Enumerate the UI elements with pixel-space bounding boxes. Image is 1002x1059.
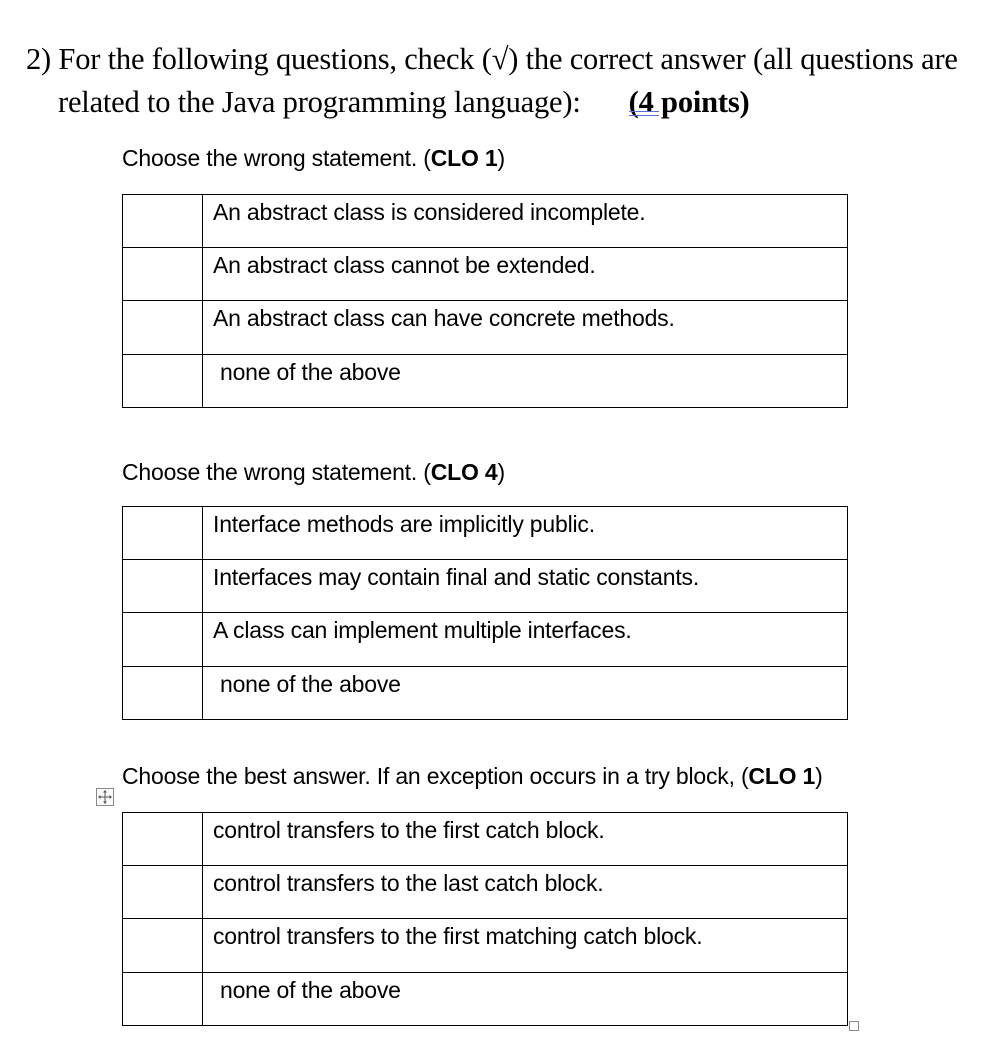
question-3-clo: CLO 1	[748, 763, 816, 789]
question-3-choices-table	[122, 812, 848, 1026]
answer-checkbox-cell[interactable]	[123, 973, 203, 1026]
question-3-close: )	[815, 763, 823, 789]
resize-square-icon[interactable]	[849, 1021, 859, 1031]
table-row	[123, 355, 848, 408]
option-text: control transfers to the last catch block.	[203, 866, 848, 919]
heading-line-1: 2) For the following questions, check (√) the correct answer (all questions are	[26, 42, 958, 76]
table-row	[123, 301, 848, 355]
question-3-prompt	[122, 761, 823, 791]
table-row	[123, 507, 848, 560]
answer-checkbox-cell[interactable]	[123, 919, 203, 973]
option-text: An abstract class can have concrete methods.	[203, 301, 848, 355]
table-row	[123, 866, 848, 919]
option-text: A class can implement multiple interfaces.	[203, 613, 848, 667]
table-row	[123, 919, 848, 973]
answer-checkbox-cell[interactable]	[123, 813, 203, 866]
option-text: Interface methods are implicitly public.	[203, 507, 848, 560]
question-2-choices-table	[122, 506, 848, 720]
question-1-text: Choose the wrong statement. (	[122, 145, 431, 171]
option-text: Interfaces may contain final and static constants.	[203, 560, 848, 613]
question-2-prompt	[122, 457, 505, 487]
answer-checkbox-cell[interactable]	[123, 866, 203, 919]
question-2-text: Choose the wrong statement. (	[122, 459, 431, 485]
option-text: control transfers to the first catch block.	[203, 813, 848, 866]
table-row	[123, 973, 848, 1026]
option-text: none of the above	[203, 973, 848, 1026]
answer-checkbox-cell[interactable]	[123, 195, 203, 248]
option-text: none of the above	[203, 355, 848, 408]
heading-line-2-text: related to the Java programming language):	[58, 85, 581, 119]
answer-checkbox-cell[interactable]	[123, 355, 203, 408]
question-1-choices-table	[122, 194, 848, 408]
option-text: An abstract class is considered incomplete.	[203, 195, 848, 248]
answer-checkbox-cell[interactable]	[123, 560, 203, 613]
question-2-clo: CLO 4	[430, 459, 498, 485]
question-heading	[26, 38, 996, 124]
question-1-prompt	[122, 143, 505, 173]
question-2-close: )	[497, 459, 505, 485]
points-label	[629, 85, 750, 119]
option-text: none of the above	[203, 667, 848, 720]
move-arrows-icon[interactable]	[96, 788, 114, 806]
table-row	[123, 613, 848, 667]
answer-checkbox-cell[interactable]	[123, 507, 203, 560]
answer-checkbox-cell[interactable]	[123, 248, 203, 301]
answer-checkbox-cell[interactable]	[123, 613, 203, 667]
table-row	[123, 813, 848, 866]
question-1-close: )	[497, 145, 505, 171]
option-text: An abstract class cannot be extended.	[203, 248, 848, 301]
option-text: control transfers to the first matching catch block.	[203, 919, 848, 973]
points-text: (4 points)	[628, 85, 750, 119]
answer-checkbox-cell[interactable]	[123, 301, 203, 355]
answer-checkbox-cell[interactable]	[123, 667, 203, 720]
table-row	[123, 195, 848, 248]
question-3-text: Choose the best answer. If an exception occurs in a try block, (	[122, 763, 749, 789]
table-row	[123, 667, 848, 720]
heading-line-2	[26, 81, 996, 124]
double-underline-mark	[629, 111, 659, 116]
table-row	[123, 248, 848, 301]
question-1-clo: CLO 1	[430, 145, 498, 171]
table-row	[123, 560, 848, 613]
